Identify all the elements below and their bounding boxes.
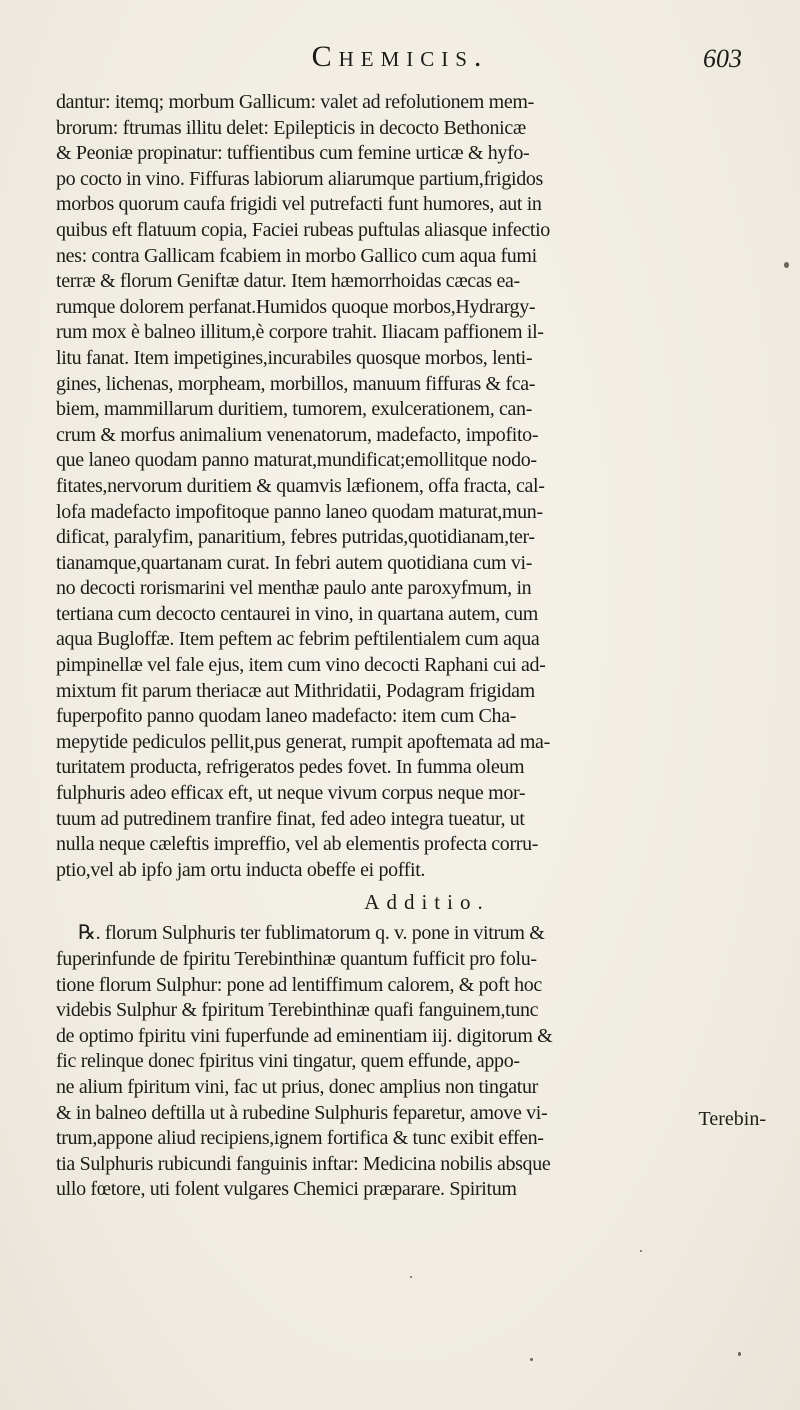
text-line: ptio,vel ab ipfo jam ortu inducta obeffe ei poffit. — [56, 858, 426, 881]
text-line: tertiana cum decocto centaurei in vino, in quartana autem, cum — [56, 602, 538, 625]
catchword: Terebin- — [698, 1108, 766, 1130]
text-line: ne alium fpiritum vini, fac ut prius, donec amplius non tingatur — [56, 1075, 538, 1098]
text-line: fitates,nervorum duritiem & quamvis læfionem, offa fracta, cal- — [56, 474, 545, 497]
text-line: mixtum fit parum theriacæ aut Mithridatii, Podagram frigidam — [56, 679, 535, 702]
text-line: & in balneo deftilla ut à rubedine Sulphuris feparetur, amove vi- — [56, 1101, 548, 1124]
text-line: morbos quorum caufa frigidi vel putrefacti funt humores, aut in — [56, 193, 542, 216]
text-line: tianamque,quartanam curat. In febri autem quotidiana cum vi- — [56, 551, 533, 574]
text-line: biem, mammillarum duritiem, tumorem, exulcerationem, can- — [56, 398, 533, 421]
text-line: dantur: itemq; morbum Gallicum: valet ad refolutionem mem- — [56, 91, 534, 113]
text-line: & Peoniæ propinatur: tuffientibus cum femine urticæ & hyfo- — [56, 142, 530, 165]
text-line: litu fanat. Item impetigines,incurabiles quosque morbos, lenti- — [56, 346, 533, 369]
text-line: no decocti rorismarini vel menthæ paulo ante paroxyfmum, in — [56, 577, 532, 600]
text-line: que laneo quodam panno maturat,mundificat;emollitque nodo- — [56, 449, 537, 472]
text-line: turitatem producta, refrigeratos pedes fovet. In fumma oleum — [56, 756, 525, 779]
text-line: quibus eft flatuum copia, Faciei rubeas puftulas aliasque infectio — [56, 218, 550, 241]
text-line: po cocto in vino. Fiffuras labiorum aliarumque partium,frigidos — [56, 167, 543, 190]
text-line: rum mox è balneo illitum,è corpore trahit. Iliacam paffionem il- — [56, 321, 544, 344]
text-line: ullo fœtore, uti folent vulgares Chemici præparare. Spiritum — [56, 1178, 517, 1201]
text-line: terræ & florum Geniftæ datur. Item hæmorrhoidas cæcas ea- — [56, 270, 520, 293]
section-heading: Additio. — [364, 890, 490, 915]
paper-speck — [410, 1276, 412, 1278]
paper-speck — [640, 1250, 642, 1252]
text-line: lofa madefacto impofitoque panno laneo quodam maturat,mun- — [56, 500, 543, 523]
text-line: crum & morfus animalium venenatorum, madefacto, impofito- — [56, 423, 539, 446]
additio-paragraph — [56, 921, 768, 1203]
text-line: fulphuris adeo efficax eft, ut neque vivum corpus neque mor- — [56, 782, 526, 805]
text-line: nes: contra Gallicam fcabiem in morbo Gallico cum aqua fumi — [56, 244, 537, 267]
text-line: aqua Bugloffæ. Item peftem ac febrim peftilentialem cum aqua — [56, 628, 540, 651]
text-line: gines, lichenas, morpheam, morbillos, manuum fiffuras & fca- — [56, 372, 536, 395]
main-paragraph — [56, 90, 768, 883]
page-number: 603 — [703, 44, 742, 73]
text-line: videbis Sulphur & fpiritum Terebinthinæ quafi fanguinem,tunc — [56, 999, 539, 1022]
text-line: rumque dolorem perfanat.Humidos quoque morbos,Hydrargy- — [56, 295, 536, 318]
text-line: fuperinfunde de fpiritu Terebinthinæ quantum fufficit pro folu- — [56, 948, 537, 970]
text-line: ℞. florum Sulphuris ter fublimatorum q. v. pone in vitrum & — [78, 922, 545, 945]
text-line: brorum: ftrumas illitu delet: Epilepticis in decocto Bethonicæ — [56, 116, 526, 139]
text-line: pimpinellæ vel fale ejus, item cum vino decocti Raphani cui ad- — [56, 654, 546, 677]
text-line: dificat, paralyfim, panaritium, febres putridas,quotidianam,ter- — [56, 526, 535, 549]
running-head: Chemicis. — [311, 40, 489, 73]
text-line: tuum ad putredinem tranfire finat, fed adeo integra tueatur, ut — [56, 807, 525, 830]
body-text — [56, 90, 768, 1203]
text-line: tia Sulphuris rubicundi fanguinis inftar: Medicina nobilis absque — [56, 1152, 551, 1175]
text-line: mepytide pediculos pellit,pus generat, rumpit apoftemata ad ma- — [56, 730, 550, 753]
text-line: nulla neque cæleftis impreffio, vel ab elementis profecta corru- — [56, 833, 539, 856]
text-line: de optimo fpiritu vini fuperfunde ad eminentiam iij. digitorum & — [56, 1024, 553, 1047]
text-line: tione florum Sulphur: pone ad lentiffimum calorem, & poft hoc — [56, 973, 542, 996]
page-header — [0, 40, 800, 80]
paper-speck — [738, 1352, 741, 1356]
text-line: fuperpofito panno quodam laneo madefacto: item cum Cha- — [56, 705, 517, 728]
text-line: fic relinque donec fpiritus vini tingatur, quem effunde, appo- — [56, 1050, 520, 1073]
text-line: trum,appone aliud recipiens,ignem fortifica & tunc exibit effen- — [56, 1127, 544, 1150]
paper-speck — [530, 1358, 533, 1361]
paper-speck — [784, 262, 789, 268]
